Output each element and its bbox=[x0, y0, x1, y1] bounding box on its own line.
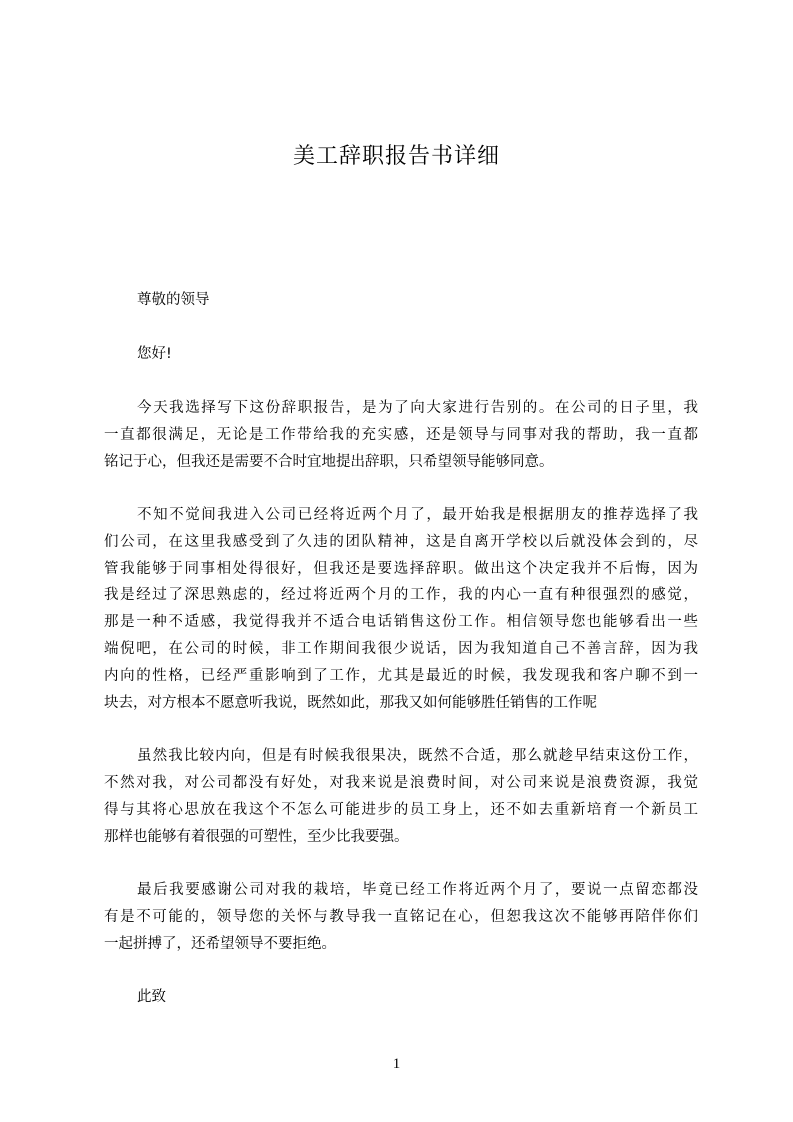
page-number: 1 bbox=[392, 1056, 401, 1072]
paragraph-line: 端倪吧，在公司的时候，非工作期间我很少说话，因为我知道自己不善言辞，因为我 bbox=[104, 641, 698, 657]
paragraph-line: 一直都很满足，无论是工作带给我的充实感，还是领导与同事对我的帮助，我一直都 bbox=[104, 427, 698, 443]
paragraph-line: 不知不觉间我进入公司已经将近两个月了，最开始我是根据朋友的推荐选择了我 bbox=[137, 507, 698, 523]
paragraph-line: 不然对我，对公司都没有好处，对我来说是浪费时间，对公司来说是浪费资源，我觉 bbox=[104, 775, 698, 791]
paragraph-line: 块去，对方根本不愿意听我说，既然如此，那我又如何能够胜任销售的工作呢 bbox=[104, 695, 597, 711]
paragraph-line: 铭记于心，但我还是需要不合时宜地提出辞职，只希望领导能够同意。 bbox=[104, 454, 554, 470]
paragraph-line: 那样也能够有着很强的可塑性，至少比我要强。 bbox=[104, 829, 409, 845]
salutation: 尊敬的领导 bbox=[137, 292, 210, 308]
paragraph-line: 管我能够于同事相处得很好，但我还是要选择辞职。做出这个决定我并不后悔，因为 bbox=[104, 561, 698, 577]
paragraph-line: 一起拼搏了，还希望领导不要拒绝。 bbox=[104, 936, 336, 952]
paragraph-line: 我是经过了深思熟虑的，经过将近两个月的工作，我的内心一直有种很强烈的感觉， bbox=[104, 587, 698, 603]
greeting: 您好! bbox=[137, 346, 172, 362]
document-title: 美工辞职报告书详细 bbox=[292, 144, 500, 169]
paragraph-line: 今天我选择写下这份辞职报告，是为了向大家进行告别的。在公司的日子里，我 bbox=[137, 400, 698, 416]
paragraph-line: 们公司，在这里我感受到了久违的团队精神，这是自离开学校以后就没体会到的，尽 bbox=[104, 534, 698, 550]
paragraph-line: 那是一种不适感，我觉得我并不适合电话销售这份工作。相信领导您也能够看出一些 bbox=[104, 614, 698, 630]
closing: 此致 bbox=[137, 989, 166, 1005]
paragraph-line: 虽然我比较内向，但是有时候我很果决，既然不合适，那么就趁早结束这份工作， bbox=[137, 748, 698, 764]
paragraph-line: 最后我要感谢公司对我的栽培，毕竟已经工作将近两个月了，要说一点留恋都没 bbox=[137, 882, 698, 898]
paragraph-line: 得与其将心思放在我这个不怎么可能进步的员工身上，还不如去重新培育一个新员工 bbox=[104, 802, 698, 818]
paragraph-line: 内向的性格，已经严重影响到了工作，尤其是最近的时候，我发现我和客户聊不到一 bbox=[104, 668, 698, 684]
paragraph-line: 有是不可能的，领导您的关怀与教导我一直铭记在心，但恕我这次不能够再陪伴你们 bbox=[104, 909, 698, 925]
